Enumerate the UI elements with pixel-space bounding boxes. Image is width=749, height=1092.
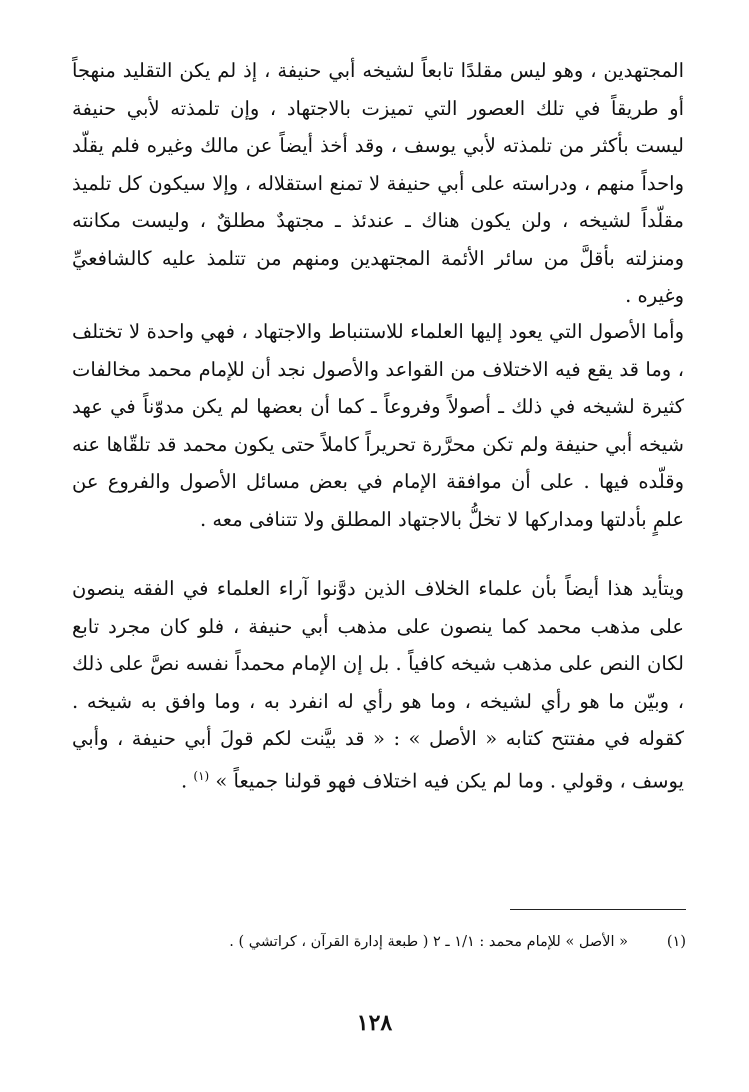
footnote-reference: (١) [193, 768, 210, 783]
paragraph-1: المجتهدين ، وهو ليس مقلدًا تابعاً لشيخه أبي حنيفة ، إذ لم يكن التقليد منهجاً أو طريقاً في تلك العصور التي تميزت بالاجتهاد ، وإن تلمذته لأبي حنيفة ليست بأكثر من تلمذته لأبي يوسف ، وقد أخذ أيضاً عن مالك وغيره فلم يقلّد واحداً منهم ، ودراسته على أبي حنيفة لا تمنع استقلاله ، وإلا سيكون كل تلميذ مقلّداً لشيخه ، ولن يكون هناك ـ عندئذ ـ مجتهدٌ مطلقٌ ، وليست مكانته ومنزلته بأقلَّ من سائر الأئمة المجتهدين ومنهم من تتلمذ عليه كالشافعيِّ وغيره . [72, 59, 684, 307]
footnote [60, 930, 686, 954]
footnote-divider [510, 909, 686, 910]
paragraph-3-tail: . [180, 769, 194, 792]
page-number: ١٢٨ [356, 1010, 393, 1036]
body-text-block [72, 570, 684, 800]
paragraph-2: وأما الأصول التي يعود إليها العلماء للاستنباط والاجتهاد ، فهي واحدة لا تختلف ، وما قد يقع فيه الاختلاف من القواعد والأصول نجد أن للإمام محمد مخالفات كثيرة لشيخه في ذلك ـ أصولاً وفروعاً ـ كما أن بعضها لم يكن مدوّناً في عهد شيخه أبي حنيفة ولم تكن محرَّرة تحريراً كاملاً حتى يكون محمد قد تلقّاها عنه وقلّده فيها . على أن موافقة الإمام في بعض مسائل الأصول والفروع عن علمٍ بأدلتها ومداركها لا تخلُّ بالاجتهاد المطلق ولا تتنافى معه . [72, 320, 684, 531]
paragraph-3 [72, 570, 684, 800]
body-text-block [72, 52, 684, 315]
footnote-text: « الأصل » للإمام محمد : ١/١ ـ ٢ ( طبعة إدارة القرآن ، كراتشي ) . [229, 934, 628, 950]
body-text-block [72, 313, 684, 538]
footnote-number: (١) [666, 934, 686, 950]
paragraph-3-text: ويتأيد هذا أيضاً بأن علماء الخلاف الذين دوَّنوا آراء العلماء في الفقه ينصون على مذهب محمد كما ينصون على مذهب أبي حنيفة ، فلو كان مجرد تابع لكان النص على مذهب شيخه كافياً . بل إن الإمام محمداً نفسه نصَّ على ذلك ، وبيّن ما هو رأي لشيخه ، وما هو رأي له انفرد به ، وما وافق به شيخه . كقوله في مفتتح كتابه « الأصل » : « قد بيَّنت لكم قولَ أبي حنيفة ، وأبي يوسف ، وقولي . وما لم يكن فيه اختلاف فهو قولنا جميعاً » [72, 577, 684, 792]
